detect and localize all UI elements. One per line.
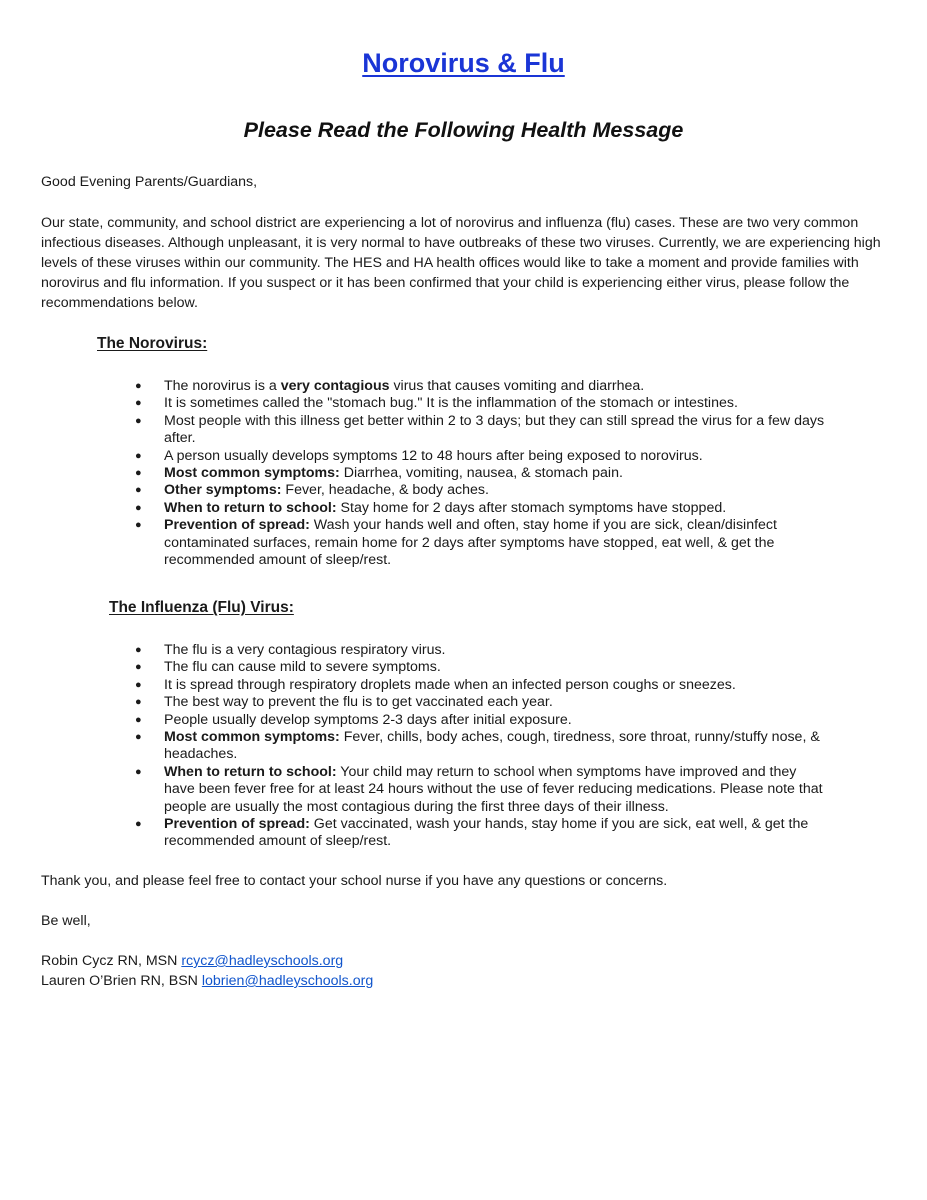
email-link[interactable]: rcycz@hadleyschools.org [181,953,344,969]
signature-2 [41,971,373,991]
signature-name: Robin Cycz RN, MSN [41,953,182,969]
list-item: ● It is sometimes called the "stomach bug." It is the inflammation of the stomach or intestines. [135,395,825,412]
norovirus-heading: The Norovirus: [97,335,208,352]
list-item: ● Most common symptoms: Diarrhea, vomiting, nausea, & stomach pain. [135,465,825,482]
intro-paragraph: Our state, community, and school district are experiencing a lot of norovirus and influenza (flu) cases. These are two very common infectious diseases. Although unpleasant, it is very normal to have outbreaks of these two viruses. Currently, we are experiencing high levels of these viruses within our community. The HES and HA health offices would like to take a moment and provide families with norovirus and flu information. If you suspect or it has been confirmed that your child is experiencing either virus, please follow the recommendations below. [41,215,881,311]
list-item: ● The flu is a very contagious respiratory virus. [135,642,825,659]
list-item: ● A person usually develops symptoms 12 to 48 hours after being exposed to norovirus. [135,448,825,465]
list-item: ● It is spread through respiratory droplets made when an infected person coughs or sneezes. [135,677,825,694]
list-item: ● The flu can cause mild to severe symptoms. [135,659,825,676]
page-subtitle: Please Read the Following Health Message [243,118,684,142]
list-item: ● The norovirus is a very contagious virus that causes vomiting and diarrhea. [135,378,825,395]
flu-list [135,642,825,851]
closing-paragraph: Thank you, and please feel free to contact your school nurse if you have any questions or concerns. [41,873,668,889]
greeting: Good Evening Parents/Guardians, [41,174,258,190]
page-title: Norovirus & Flu [362,48,565,78]
flu-heading: The Influenza (Flu) Virus: [109,599,294,616]
signature-name: Lauren O’Brien RN, BSN [41,973,202,989]
signoff: Be well, [41,913,91,929]
list-item: ● Most people with this illness get better within 2 to 3 days; but they can still spread the virus for a few days after. [135,413,825,448]
list-item: ● Most common symptoms: Fever, chills, body aches, cough, tiredness, sore throat, runny/stuffy nose, & headaches. [135,729,825,764]
list-item: ● Prevention of spread: Wash your hands well and often, stay home if you are sick, clean/disinfect contaminated surfaces, remain home for 2 days after symptoms have stopped, eat well, & get the recommended amount of sleep/rest. [135,517,825,569]
signature-1 [41,951,343,971]
list-item: ● Other symptoms: Fever, headache, & body aches. [135,482,825,499]
norovirus-list [135,378,825,569]
list-item: ● The best way to prevent the flu is to get vaccinated each year. [135,694,825,711]
list-item: ● People usually develop symptoms 2-3 days after initial exposure. [135,712,825,729]
list-item: ● When to return to school: Your child may return to school when symptoms have improved and they have been fever free for at least 24 hours without the use of fever reducing medications. Please note that people are usually the most contagious during the first three days of their illness. [135,764,825,816]
email-link[interactable]: lobrien@hadleyschools.org [201,973,374,989]
list-item: ● Prevention of spread: Get vaccinated, wash your hands, stay home if you are sick, eat well, & get the recommended amount of sleep/rest. [135,816,825,851]
list-item: ● When to return to school: Stay home for 2 days after stomach symptoms have stopped. [135,500,825,517]
